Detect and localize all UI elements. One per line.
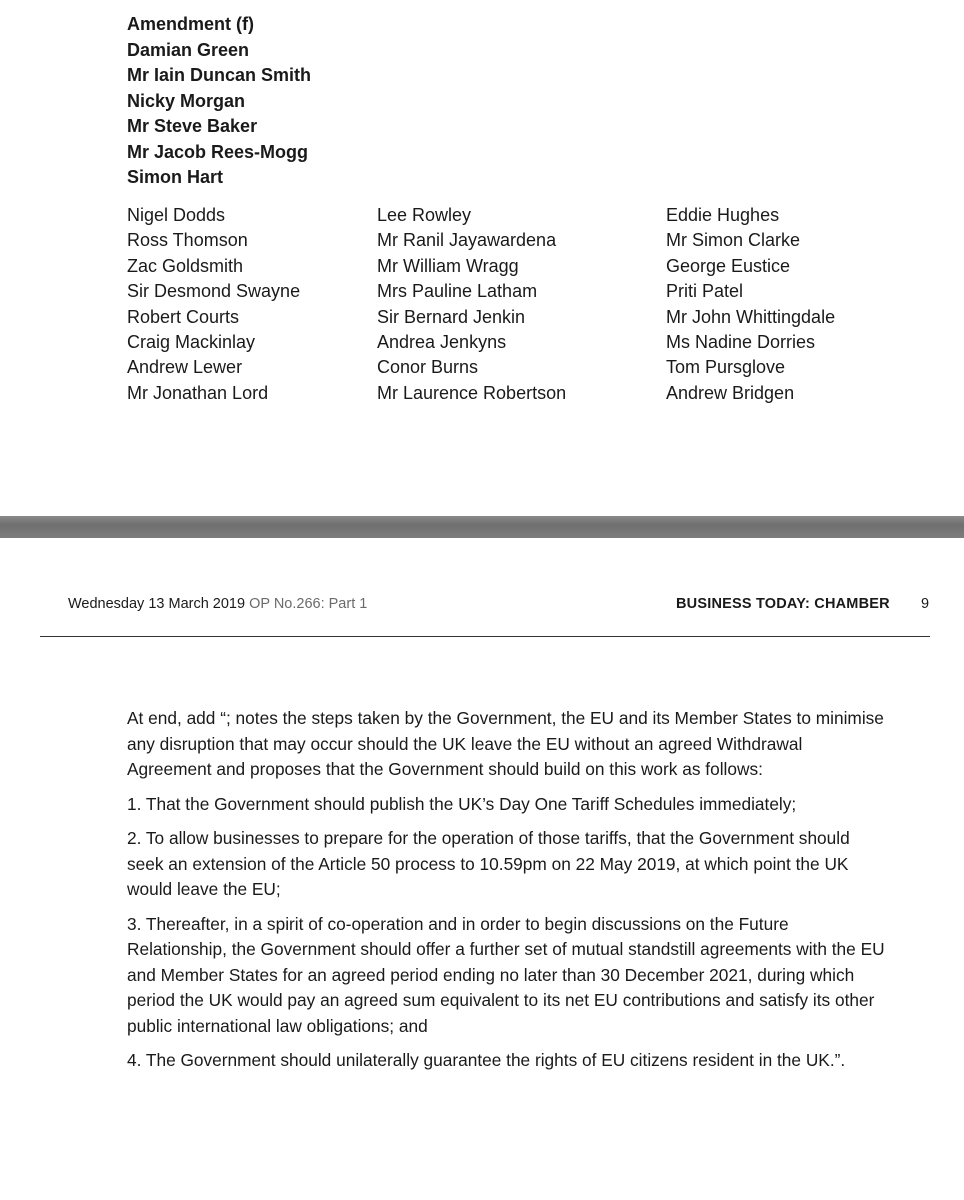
lead-sponsor: Mr Steve Baker xyxy=(127,116,258,136)
supporter-name: Andrew Bridgen xyxy=(666,382,795,403)
motion-paragraph: 1. That the Government should publish the UK’s Day One Tariff Schedules immediately; xyxy=(127,793,797,814)
lead-sponsor: Damian Green xyxy=(127,39,250,60)
lead-sponsor: Nicky Morgan xyxy=(127,90,246,111)
supporter-name: Robert Courts xyxy=(127,306,240,327)
supporter-name: Mrs Pauline Latham xyxy=(377,281,538,302)
supporter-name: Nigel Dodds xyxy=(127,205,226,225)
supporters-column-1 xyxy=(127,203,300,406)
supporter-name: Ms Nadine Dorries xyxy=(666,332,816,353)
motion-text xyxy=(127,706,887,1083)
amendment-heading: Amendment (f) xyxy=(127,14,254,34)
supporter-name: Zac Goldsmith xyxy=(127,255,244,276)
motion-paragraph: 2. To allow businesses to prepare for the operation of those tariffs, that the Government should seek an extension of the Article 50 process to 10.59pm on 22 May 2019, at which point the UK would leave the EU; xyxy=(127,828,850,899)
page-separator xyxy=(0,516,964,538)
running-header xyxy=(68,596,367,612)
supporter-name: Conor Burns xyxy=(377,357,479,378)
amendment-lead-sponsors xyxy=(127,12,311,191)
motion-paragraph: At end, add “; notes the steps taken by the Government, the EU and its Member States to minimise any disruption that may occur should the UK leave the EU without an agreed Withdrawal Agreement and proposes that the Government should build on this work as follows: xyxy=(127,708,884,779)
supporter-name: Mr Simon Clarke xyxy=(666,230,801,251)
previous-page-fragment xyxy=(0,0,964,516)
lead-sponsor: Simon Hart xyxy=(127,167,224,187)
header-page-number: 9 xyxy=(921,596,930,612)
header-rule xyxy=(40,636,930,637)
header-section-title: BUSINESS TODAY: CHAMBER xyxy=(676,596,890,612)
supporter-name: Mr Ranil Jayawardena xyxy=(377,230,557,251)
header-op-number: OP No.266: Part 1 xyxy=(249,596,368,612)
supporter-name: Mr William Wragg xyxy=(377,255,519,276)
supporter-name: Eddie Hughes xyxy=(666,205,780,225)
supporters-column-2 xyxy=(377,203,566,406)
supporter-name: Mr Laurence Robertson xyxy=(377,382,567,403)
lead-sponsor: Mr Iain Duncan Smith xyxy=(127,65,312,85)
supporter-name: Ross Thomson xyxy=(127,230,248,251)
header-date: Wednesday 13 March 2019 xyxy=(68,596,246,612)
supporter-name: Lee Rowley xyxy=(377,205,472,225)
supporter-name: Sir Desmond Swayne xyxy=(127,281,301,302)
supporter-name: Andrea Jenkyns xyxy=(377,332,507,353)
motion-paragraph: 4. The Government should unilaterally guarantee the rights of EU citizens resident in the UK.”. xyxy=(127,1050,846,1070)
supporter-name: Mr Jonathan Lord xyxy=(127,382,269,403)
motion-paragraph: 3. Thereafter, in a spirit of co-operation and in order to begin discussions on the Future Relationship, the Government should offer a further set of mutual standstill agreements with the EU and Member States for an agreed period ending no later than 30 December 2021, during which period the UK would pay an agreed sum equivalent to its net EU contributions and satisfy its other public international law obligations; and xyxy=(127,913,885,1036)
lead-sponsor: Mr Jacob Rees-Mogg xyxy=(127,141,309,162)
supporter-name: Craig Mackinlay xyxy=(127,332,256,353)
supporter-name: Andrew Lewer xyxy=(127,357,243,378)
supporters-column-3 xyxy=(666,203,835,406)
current-page xyxy=(0,538,964,1200)
supporter-name: Priti Patel xyxy=(666,281,744,302)
supporter-name: Tom Pursglove xyxy=(666,357,786,378)
supporter-name: George Eustice xyxy=(666,255,791,276)
supporter-name: Sir Bernard Jenkin xyxy=(377,306,526,327)
supporter-name: Mr John Whittingdale xyxy=(666,306,836,327)
